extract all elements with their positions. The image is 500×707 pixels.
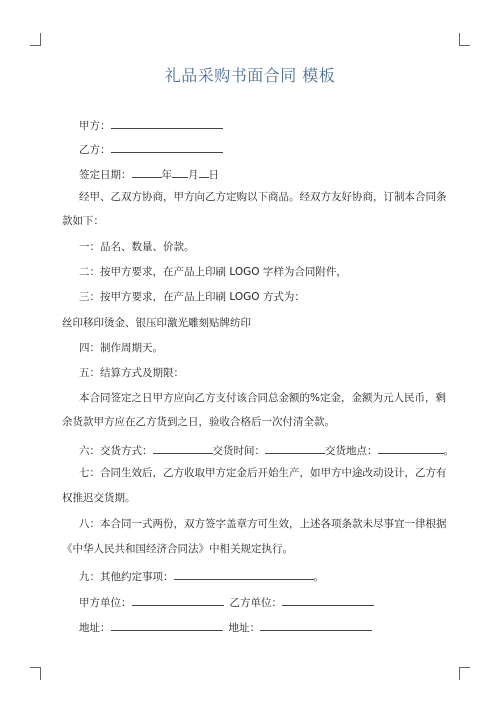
party-b-address-label: 地址：	[228, 622, 260, 634]
party-a-blank[interactable]	[111, 117, 223, 129]
party-a-unit-label: 甲方单位：	[79, 597, 132, 609]
party-b-label: 乙方：	[79, 144, 111, 156]
intro-line-1: 经甲、乙双方协商，甲方向乙方定购以下商品。经双方友好协商，订制本合同条	[79, 191, 447, 203]
delivery-method-label: 六：交货方式：	[79, 445, 153, 457]
party-b-unit-label: 乙方单位：	[229, 597, 282, 609]
intro-line-2: 款如下：	[62, 215, 104, 227]
delivery-time-label: 交货时间：	[212, 445, 265, 457]
party-b-address-blank[interactable]	[260, 619, 372, 631]
other-terms-blank[interactable]	[174, 568, 314, 580]
clause-5: 五：结算方式及期限：	[79, 367, 184, 379]
party-a-label: 甲方：	[79, 120, 111, 132]
corner-mark-bottom-right	[459, 667, 470, 680]
month-blank[interactable]	[172, 166, 188, 178]
party-b-unit-blank[interactable]	[282, 594, 374, 606]
clause-2: 二：按甲方要求，在产品上印刷 LOGO 字样为合同附件，	[79, 266, 347, 278]
clause-3: 三：按甲方要求，在产品上印刷 LOGO 方式为：	[79, 291, 305, 303]
clause-7-line-1: 七：合同生效后，乙方收取甲方定金后开始生产，如甲方中途改动设计，乙方有	[79, 467, 447, 479]
corner-mark-top-left	[30, 33, 41, 46]
clause-7-line-2: 权推迟交货期。	[62, 492, 136, 504]
party-a-address-label: 地址：	[79, 622, 111, 634]
print-methods: 丝印移印烫金、银压印激光雕刻贴牌纺印	[62, 317, 251, 329]
document-title: 礼品采购书面合同 模板	[164, 66, 336, 85]
year-blank[interactable]	[132, 166, 162, 178]
sign-date-label: 签定日期：	[79, 169, 132, 181]
party-a-unit-blank[interactable]	[132, 594, 224, 606]
settlement-line-1: 本合同签定之日甲方应向乙方支付该合同总金额的%定金，金额为元人民币，剩	[79, 392, 446, 404]
delivery-time-blank[interactable]	[265, 442, 325, 454]
delivery-place-blank[interactable]	[378, 442, 444, 454]
clause-6-delivery	[79, 442, 454, 458]
delivery-period: 。	[443, 445, 454, 457]
party-a-address-blank[interactable]	[111, 619, 223, 631]
party-a-line	[79, 117, 223, 133]
clause-9	[79, 568, 324, 584]
delivery-method-blank[interactable]	[153, 442, 213, 454]
signature-units-line	[79, 594, 374, 610]
day-blank[interactable]	[199, 166, 209, 178]
day-label: 日	[208, 169, 219, 181]
clause-8-line-2: 《中华人民共和国经济合同法》中相关规定执行。	[62, 543, 293, 555]
party-b-blank[interactable]	[111, 141, 223, 153]
other-terms-period: 。	[313, 571, 324, 583]
delivery-place-label: 交货地点：	[325, 445, 378, 457]
sign-date-line	[79, 166, 219, 182]
year-label: 年	[161, 169, 172, 181]
address-line	[79, 619, 372, 635]
party-b-line	[79, 141, 223, 157]
corner-mark-bottom-left	[30, 667, 41, 680]
corner-mark-top-right	[459, 33, 470, 46]
clause-8-line-1: 八：本合同一式两份，双方签字盖章方可生效，上述各项条款未尽事宜一律根据	[79, 518, 447, 530]
clause-4: 四：制作周期天。	[79, 342, 163, 354]
other-terms-label: 九：其他约定事项：	[79, 571, 174, 583]
clause-1: 一：品名、数量、价款。	[79, 241, 195, 253]
month-label: 月	[188, 169, 199, 181]
settlement-line-2: 余货款甲方应在乙方货到之日，验收合格后一次付清全款。	[62, 416, 335, 428]
